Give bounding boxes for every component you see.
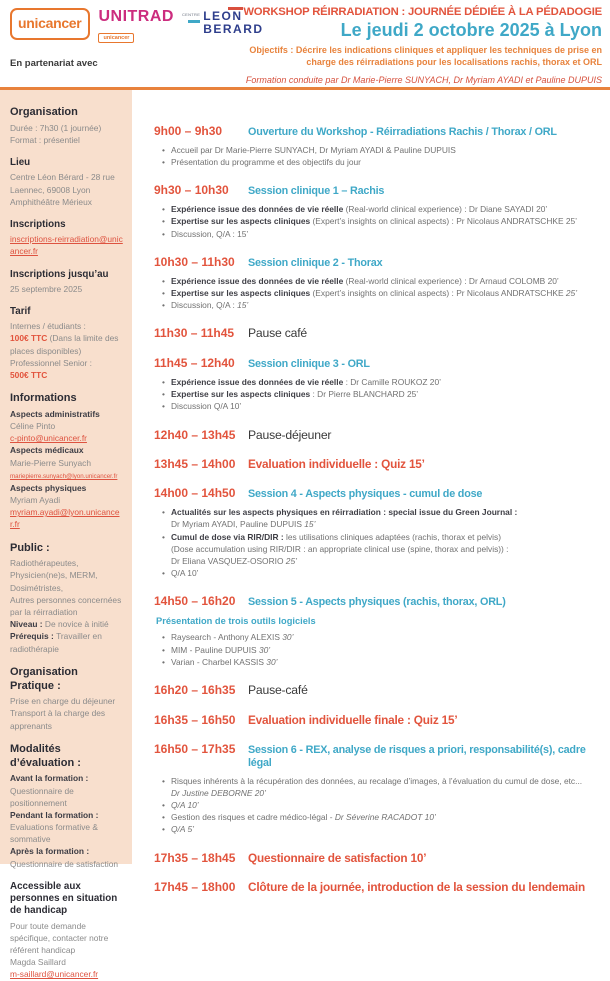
sidebar-section-heading: Inscriptions [10,218,66,230]
text-segment: Format : présentiel [10,134,80,145]
text-segment: Myriam Ayadi [10,494,61,505]
schedule-time: 9h00 – 9h30 [154,124,223,138]
text-segment: 25’ [285,556,297,567]
sidebar-section-heading: Public : [10,541,50,554]
text-segment: MIM - Pauline DUPUIS [171,644,259,655]
workshop-date: Le jeudi 2 octobre 2025 à Lyon [340,20,602,40]
agenda-item [162,656,604,668]
sidebar-line [10,122,123,134]
sidebar-section-heading: Lieu [10,157,31,169]
agenda-item [162,203,604,215]
sidebar-line [10,444,123,456]
text-segment: 15’ [304,519,316,530]
sidebar-line [10,785,123,809]
sidebar-line [10,920,123,957]
sidebar-line [10,420,123,432]
schedule-rows [154,124,604,894]
sidebar-line [10,809,123,821]
sidebar-section-heading: Modalités d’évaluation : [10,742,81,769]
agenda-item [162,775,604,799]
text-segment: 25 septembre 2025 [10,283,83,294]
sidebar-section-heading: Organisation Pratique : [10,665,78,692]
text-segment: Autres personnes concernées par la réirradiation [10,594,122,618]
sidebar-line [10,357,123,369]
text-segment: Radiothérapeutes, [10,558,79,569]
text-segment: 15’ [237,300,249,311]
text-segment: Internes / étudiants : [10,321,86,332]
schedule-title: Pause-café [248,682,308,697]
text-segment: Raysearch - Anthony ALEXIS [171,632,283,643]
sidebar-section [10,219,123,258]
agenda-item [162,567,604,579]
sidebar-line [10,845,123,857]
text-segment: Durée : 7h30 (1 journée) [10,122,102,133]
agenda-item [162,228,604,240]
workshop-objectives: Objectifs : Décrire les indications cliniques et appliquer les techniques de prise en charge des réirradiations pour les localisations rachis, thorax et ORL [249,45,602,68]
sidebar-section [10,269,123,295]
text-segment: Dr Justine DEBORNE 20’ [171,787,266,798]
schedule-time: 10h30 – 11h30 [154,254,235,269]
sidebar-section-heading: Organisation [10,106,78,118]
schedule-row [154,356,604,371]
sidebar-line [10,494,123,506]
schedule-row [154,486,604,501]
agenda-items [162,275,604,312]
agenda-item [162,388,604,400]
sidebar-line [10,432,123,444]
schedule-row [154,742,604,770]
text-segment: Prise en charge du déjeuner [10,696,116,707]
schedule-row [154,183,604,198]
text-segment: (Expert’s insights on clinical aspects) : Pr Nicolaus ANDRATSCHKE [310,287,566,298]
text-segment: Dosimétristes, [10,582,64,593]
schedule-time: 11h30 – 11h45 [154,326,235,341]
partnership-label: En partenariat avec [10,58,98,69]
text-segment: Actualités sur les aspects physiques en réirradiation : special issue du Green Journal : [171,507,518,518]
text-segment: Marie-Pierre Sunyach [10,457,91,468]
text-segment: Centre Léon Bérard - 28 rue Laennec, 69008 Lyon [10,172,115,195]
text-segment: Varian - Charbel KASSIS [171,656,267,667]
schedule-title: Pause-déjeuner [248,427,332,442]
sidebar-line [10,582,123,594]
agenda-items [162,631,604,668]
schedule-title: Pause café [248,326,307,341]
sidebar-line [10,457,123,469]
agenda-item [162,144,604,156]
sidebar-section [10,542,123,655]
sidebar-line [10,134,123,146]
agenda-items [162,775,604,836]
schedule-time: 16h50 – 17h35 [154,741,236,756]
workshop-conductor: Formation conduite par Dr Marie-Pierre SUNYACH, Dr Myriam AYADI et Pauline DUPUIS [245,75,602,86]
schedule-title: Session 6 - REX, analyse de risques a priori, responsabilité(s), cadre légal [248,743,586,769]
sidebar-section [10,306,123,381]
text-segment: Questionnaire de positionnement [10,785,74,808]
unicancer-logo: unicancer [10,8,90,40]
schedule-title: Clôture de la journée, introduction de la session du lendemain [248,879,585,894]
text-segment: Gestion des risques et cadre médico-légal - [171,812,335,823]
text-segment: Expertise sur les aspects cliniques [171,216,311,227]
email-link[interactable]: mariepierre.sunyach@lyon.unicancer.fr [10,472,118,480]
text-segment: Pendant la formation : [10,809,99,820]
clb-word-berard: BERARD [203,21,264,36]
text-segment: Q/A 10’ [171,568,199,579]
email-link[interactable]: m-saillard@unicancer.fr [10,969,99,980]
schedule-row [154,457,604,471]
sidebar-line [10,369,123,381]
text-segment: Céline Pinto [10,421,56,432]
agenda-item [162,631,604,643]
text-segment: Q/A 5’ [171,824,194,835]
text-segment: Dr Eliana VASQUEZ-OSORIO [171,556,286,567]
text-segment: Discussion, Q/A : 15’ [171,228,249,239]
email-link[interactable]: inscriptions-reirradiation@unicancer.fr [10,234,123,257]
text-segment: Dr Myriam AYADI, Pauline DUPUIS [171,519,305,530]
sidebar-line [10,956,123,968]
text-segment: Prérequis : [10,631,57,642]
text-segment: Expérience issue des données de vie réelle [171,376,344,387]
sidebar-line [10,196,123,208]
schedule-row [154,713,604,727]
schedule-title: Session 5 - Aspects physiques (rachis, thorax, ORL) [248,596,506,609]
schedule [132,90,610,894]
text-segment: De novice à initié [44,619,109,630]
clb-small-text-block [182,10,200,23]
agenda-item [162,299,604,311]
schedule-row [154,683,604,698]
agenda-item [162,799,604,811]
agenda-items [162,376,604,413]
schedule-time: 16h35 – 16h50 [154,712,236,727]
text-segment: Pour toute demande spécifique, contacter notre référent handicap [10,920,109,955]
text-segment: Niveau : [10,619,45,630]
agenda-item [162,156,604,168]
sidebar-line [10,594,123,618]
text-segment: Evaluations formative & sommative [10,822,98,845]
schedule-title: Evaluation individuelle : Quiz 15’ [248,457,425,472]
agenda-item [162,506,604,530]
clb-small-text: CENTRE [181,12,201,17]
sidebar-line [10,695,123,707]
text-segment: Expertise sur les aspects cliniques [171,287,311,298]
schedule-time: 12h40 – 13h45 [154,427,236,442]
text-segment: (Real-world clinical experience) : Dr Arnaud COLOMB 20’ [343,275,559,286]
schedule-title: Session clinique 2 - Thorax [248,256,383,269]
text-segment: Présentation du programme et des objectifs du jour [171,157,361,168]
agenda-item [162,811,604,823]
schedule-title: Session clinique 3 - ORL [248,358,370,370]
agenda-item [162,376,604,388]
header [0,0,610,88]
agenda-item [162,215,604,227]
sidebar-section-heading: Tarif [10,305,31,317]
text-segment: Avant la formation : [10,773,89,784]
text-segment: 30’ [282,632,294,643]
schedule-time: 16h20 – 16h35 [154,682,236,697]
schedule-time: 13h45 – 14h00 [154,457,236,472]
schedule-time: 9h30 – 10h30 [154,183,229,198]
email-link[interactable]: c-pinto@unicancer.fr [10,433,87,444]
schedule-time: 17h45 – 18h00 [154,879,236,894]
agenda-item [162,400,604,412]
sidebar-line [10,320,123,332]
workshop-title: WORKSHOP RÉIRRADIATION : JOURNÉE DÉDIÉE À LA PÉDADOGIE [243,6,602,18]
unitrad-logo [98,8,174,44]
text-segment: Aspects administratifs [10,408,100,419]
text-segment: Amphithéâtre Mérieux [10,196,92,207]
sidebar-section [10,881,123,981]
agenda-item [162,531,604,568]
text-segment: (Dans la limite des places disponibles) [10,333,119,356]
text-segment: Aspects physiques [10,482,87,493]
schedule-row [154,124,604,139]
agenda-items [162,144,604,168]
unitrad-wordmark: UNITRAD [98,8,174,25]
sidebar-line [10,233,123,257]
text-segment: Expertise sur les aspects cliniques [171,389,311,400]
text-segment: Physicien(ne)s, MERM, [10,570,98,581]
sidebar-line [10,332,123,356]
text-segment: 30’ [258,644,271,655]
header-title-block [234,6,602,85]
schedule-row [154,326,604,341]
clb-teal-mark [188,20,200,23]
text-segment: Après la formation : [10,846,90,857]
text-segment: Professionnel Senior : [10,357,92,368]
text-segment: Discussion, Q/A : [171,300,238,311]
schedule-time: 14h50 – 16h20 [154,594,236,609]
text-segment: Expérience issue des données de vie réelle [171,275,344,286]
clb-word-leon: LEON [203,9,243,23]
schedule-row [154,594,604,609]
schedule-title: Evaluation individuelle finale : Quiz 15’ [248,712,458,727]
sidebar-section [10,743,123,870]
text-segment: les utilisations cliniques adaptées (rachis, thorax et pelvis) [285,531,502,542]
header-logos-block [10,8,264,69]
schedule-row [154,255,604,270]
schedule-time: 14h00 – 14h50 [154,486,236,501]
sidebar-line [10,171,123,195]
agenda-item [162,287,604,299]
sidebar-section [10,666,123,732]
agenda-item [162,275,604,287]
schedule-title: Session clinique 1 – Rachis [248,185,385,198]
text-segment: Travailler en radiothérapie [10,631,102,654]
sidebar-line [10,569,123,581]
schedule-title: Questionnaire de satisfaction 10’ [248,850,427,865]
text-segment: Dr Séverine RACADOT 10’ [334,812,436,823]
text-segment: Transport à la charge des apprenants [10,708,106,731]
schedule-time: 11h45 – 12h40 [154,356,235,370]
sidebar-line [10,968,123,980]
text-segment: : Dr Pierre BLANCHARD 25’ [310,389,419,400]
sidebar-line [10,772,123,784]
text-segment: : Dr Camille ROUKOZ 20’ [343,376,441,387]
text-segment: Risques inhérents à la récupération des données, au recalage d’images, à l’évaluation du cumul de dose, etc... [171,775,583,786]
sidebar-section [10,157,123,208]
sidebar-line [10,506,123,530]
agenda-item [162,823,604,835]
sidebar-line [10,469,123,482]
schedule-row [154,428,604,443]
schedule-time: 17h35 – 18h45 [154,850,236,865]
text-segment: Discussion Q/A 10’ [171,401,242,412]
text-segment: Q/A 10’ [171,799,199,810]
text-segment: Questionnaire de satisfaction [10,858,119,869]
sidebar-line [10,618,123,630]
text-segment: 100€ TTC [10,333,48,344]
sidebar-section [10,106,123,146]
schedule-subheading: Présentation de trois outils logiciels [156,616,316,627]
sidebar-section-heading: Inscriptions jusqu’au [10,268,109,280]
agenda-items [162,203,604,240]
schedule-row [154,851,604,865]
text-segment: (Dose accumulation using RIR/DIR : an appropriate clinical use (spine, thorax and pelvis)) : [171,543,509,554]
text-segment: Accueil par Dr Marie-Pierre SUNYACH, Dr Myriam AYADI & Pauline DUPUIS [171,144,456,155]
text-segment: Expérience issue des données de vie réelle [171,204,344,215]
text-segment: (Expert’s insights on clinical aspects) : Pr Nicolaus ANDRATSCHKE 25’ [310,216,578,227]
sidebar-line [10,283,123,295]
unitrad-unicancer-tag: unicancer [98,33,134,43]
sidebar-section-heading: Informations [10,392,77,405]
text-segment: Cumul de dose via RIR/DIR : [171,531,286,542]
sidebar-line [10,630,123,654]
text-segment: Aspects médicaux [10,445,84,456]
sidebar-line [10,408,123,420]
text-segment: 25’ [565,287,578,298]
agenda-items [162,506,604,579]
schedule-title: Session 4 - Aspects physiques - cumul de dose [248,488,483,501]
sidebar [0,90,132,980]
text-segment: 30’ [266,656,278,667]
logo-row [10,8,264,44]
sidebar-sections [10,106,123,981]
schedule-title: Ouverture du Workshop - Réirradiations Rachis / Thorax / ORL [248,126,557,138]
sidebar-line [10,858,123,870]
sidebar-line [10,557,123,569]
text-segment: 500€ TTC [10,369,48,380]
sidebar-section [10,392,123,530]
agenda-item [162,644,604,656]
email-link[interactable]: myriam.ayadi@lyon.unicancer.fr [10,507,120,530]
sidebar-line [10,482,123,494]
sidebar-line [10,707,123,731]
sidebar-line [10,821,123,845]
text-segment: Magda Saillard [10,957,66,968]
sidebar-section-heading: Accessible aux personnes en situation de handicap [10,880,118,917]
text-segment: (Real-world clinical experience) : Dr Diane SAYADI 20’ [343,204,548,215]
schedule-row [154,880,604,894]
